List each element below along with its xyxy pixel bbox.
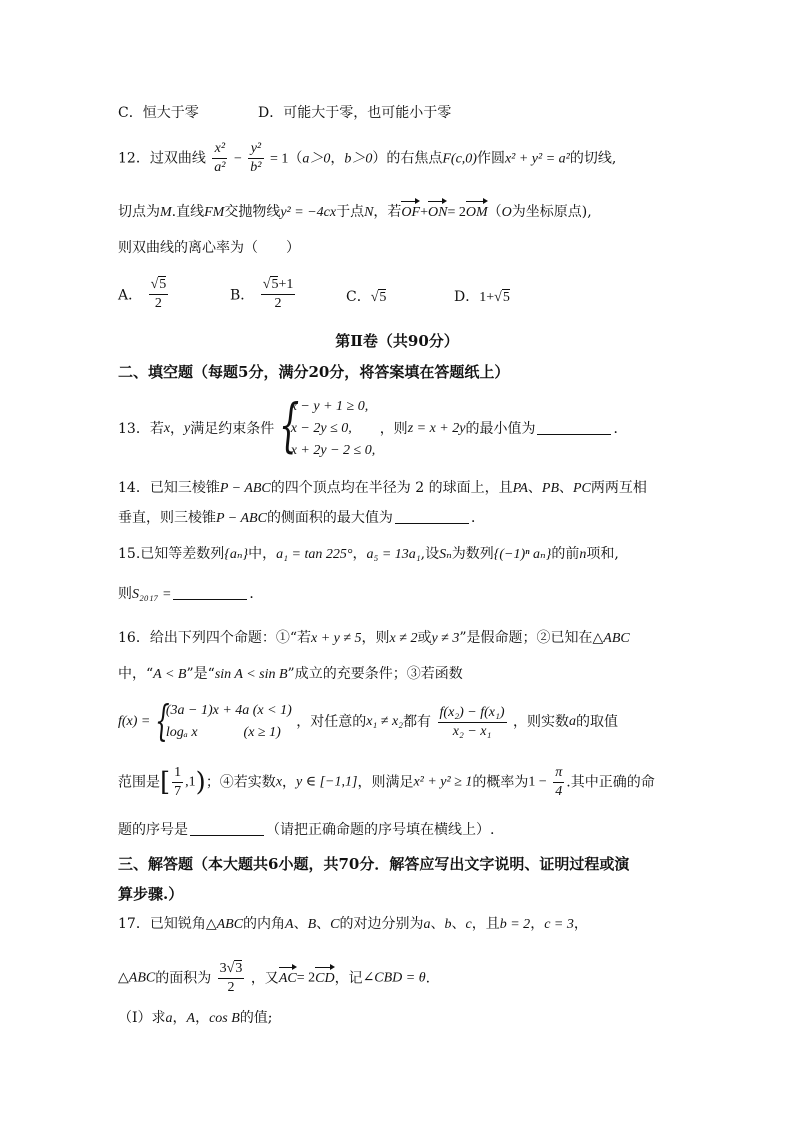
section3-title-line2: 算步骤.）: [118, 885, 184, 903]
q12-option-a: A． $\frac{√5}{2}$: [118, 277, 167, 311]
section2-title: 二、填空题（每题5分，满分20分，将答案填在答题纸上）: [118, 363, 510, 381]
q16-line3: f(x) = { (3a − 1)x + 4a (x < 1) logₐ x (x ≥ 1) ，对任意的x₁ ≠ x₂都有 $\frac{\text{f(x₂) − f(x₁)}}{\text{x₂ − x₁}}$ ，则实数a的取值: [118, 696, 619, 745]
q16-line1: 16．给出下列四个命题：①“若x + y ≠ 5，则x ≠ 2或y ≠ 3”是假命题；②已知在△ABC: [118, 630, 630, 646]
hyperbola-frac-x: $\frac{\text{x²}}{\text{a²}}$: [214, 141, 226, 175]
q11-option-c: C．恒大于零: [118, 105, 199, 121]
q12-line2: 切点为M.直线FM交抛物线y² = −4cx于点N，若OF+ON= 2OM（O为坐标原点),: [118, 202, 592, 223]
q17-part1: （Ⅰ）求a，A，cos B的值;: [118, 1010, 273, 1026]
q15-line1: 15.已知等差数列{aₙ}中，a₁ = tan 225°，a₅ = 13a₁,设Sₙ为数列{(−1)ⁿ aₙ}的前n项和,: [118, 546, 619, 562]
q13: 13．若x，y满足约束条件 { x − y + 1 ≥ 0, x − 2y ≤ 0, x + 2y − 2 ≤ 0, ，则z = x + 2y的最小值为 ．: [118, 396, 627, 462]
q16-answer-blank[interactable]: [190, 821, 264, 836]
q15-answer-blank[interactable]: [173, 585, 247, 600]
piecewise-function: { (3a − 1)x + 4a (x < 1) logₐ x (x ≥ 1): [154, 696, 292, 745]
vector-OM: OM: [466, 203, 488, 223]
q12-line1: 12．过双曲线 $\frac{\text{x²}}{\text{a²}}$ − $\frac{\text{y²}}{\text{b²}}$ = 1（a＞0，b＞0）的右焦点F(c,0)作圆x² + y² = a²的切线,: [118, 141, 617, 175]
q15-line2: 则S₂₀₁₇ = ．: [118, 586, 264, 602]
q13-answer-blank[interactable]: [537, 420, 611, 435]
q14-answer-blank[interactable]: [395, 509, 469, 524]
q12-option-c: C．√5: [346, 289, 387, 305]
q17-line2: △ABC的面积为 $\frac{3√3}{2}$ ，又AC= 2CD，记∠CBD = θ.: [118, 961, 431, 995]
q12-line3: 则双曲线的离心率为（ ）: [118, 240, 300, 256]
vector-CD: CD: [315, 969, 334, 989]
vector-ON: ON: [428, 203, 447, 223]
vector-OF: OF: [401, 203, 420, 223]
constraint-system: { x − y + 1 ≥ 0, x − 2y ≤ 0, x + 2y − 2 ≤ 0,: [278, 391, 376, 459]
q14-line2: 垂直，则三棱锥P − ABC的侧面积的最大值为 ．: [118, 510, 485, 526]
vector-AC: AC: [279, 969, 297, 989]
area-fraction: $\frac{3√3}{2}$: [219, 961, 243, 995]
q11-option-d: D．可能大于零，也可能小于零: [258, 105, 452, 121]
q16-line5: 题的序号是 （请把正确命题的序号填在横线上）.: [118, 822, 495, 838]
q17-line1: 17．已知锐角△ABC的内角A、B、C的对边分别为a、b、c，且b = 2，c = 3，: [118, 916, 588, 932]
q12-option-d: D．1+√5: [454, 289, 510, 305]
q16-line4: 范围是[ $\frac{1}{7}$ ,1)；④若实数x，y ∈ [−1,1]，则满足x² + y² ≥ 1的概率为1 − $\frac{\pi}{4}$ .其中正确的命: [118, 765, 655, 799]
difference-quotient: $\frac{\text{f(x₂) − f(x₁)}}{\text{x₂ − x₁}}$: [439, 704, 505, 739]
section3-title-line1: 三、解答题（本大题共6小题，共70分．解答应写出文字说明、证明过程或演: [118, 855, 630, 873]
q14-line1: 14．已知三棱锥P − ABC的四个顶点均在半径为 2 的球面上，且PA、PB、PC两两互相: [118, 480, 647, 496]
q12-option-b: B． $\frac{√5+1}{2}$: [230, 277, 294, 311]
hyperbola-frac-y: $\frac{\text{y²}}{\text{b²}}$: [250, 141, 262, 175]
part2-title: 第Ⅱ卷（共90分）: [335, 332, 459, 350]
q16-line2: 中，“A < B”是“sin A < sin B”成立的充要条件；③若函数: [118, 666, 463, 682]
